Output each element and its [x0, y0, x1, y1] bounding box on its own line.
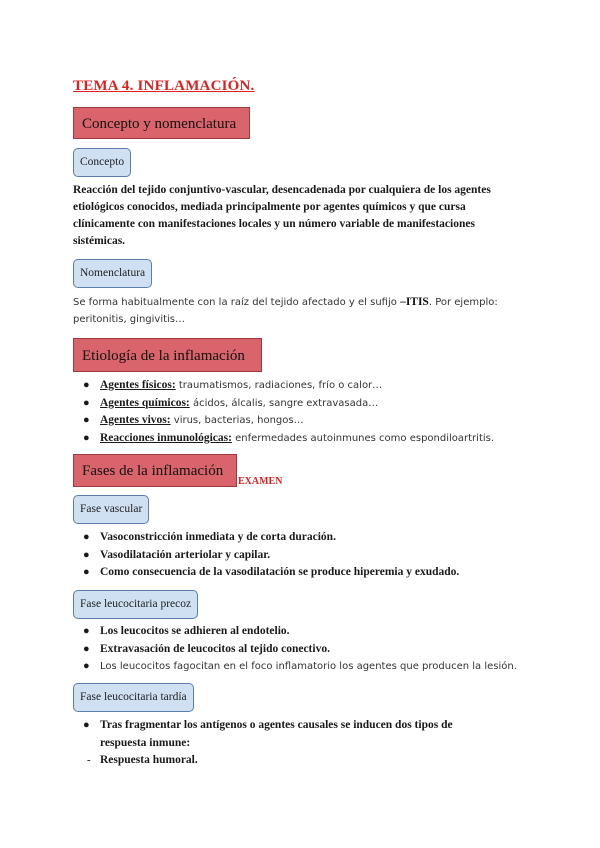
dash-icon: - [87, 754, 91, 766]
bullet-icon: ● [83, 414, 90, 426]
fase-vascular-list [73, 529, 553, 582]
list-item-text: Extravasación de leucocitos al tejido conectivo. [100, 642, 330, 655]
list-item [73, 529, 553, 547]
list-item-text-cont: respuesta inmune: [100, 736, 191, 749]
section-heading-concepto-nomenclatura: Concepto y nomenclatura [73, 107, 250, 139]
concepto-line: etiológicos conocidos, mediada principalmente por agentes químicos y que cursa [73, 201, 466, 213]
nomenclatura-text-pre: Se forma habitualmente con la raíz del tejido afectado y el sufijo [73, 297, 401, 308]
subheading-nomenclatura: Nomenclatura [73, 259, 152, 288]
list-item-term: Agentes químicos: [100, 396, 190, 409]
nomenclatura-examples: peritonitis, gingivitis… [73, 314, 186, 325]
list-item [73, 641, 553, 659]
list-item-text: Como consecuencia de la vasodilatación se produce hiperemia y exudado. [100, 566, 460, 578]
list-item-term: Reacciones inmunológicas: [100, 431, 232, 444]
bullet-icon: ● [83, 642, 90, 655]
bullet-icon: ● [83, 531, 90, 543]
list-item-text: Los leucocitos fagocitan en el foco inflamatorio los agentes que producen la lesión. [100, 661, 517, 672]
bullet-icon: ● [83, 719, 90, 731]
concepto-line: clínicamente con manifestaciones locales y un número variable de manifestaciones [73, 218, 475, 230]
concepto-line: Reacción del tejido conjuntivo-vascular, desencadenada por cualquiera de los agentes [73, 184, 491, 196]
list-item-text: Los leucocitos se adhieren al endotelio. [100, 625, 290, 637]
list-item [73, 752, 553, 770]
list-item-desc: ácidos, álcalis, sangre extravasada… [189, 397, 379, 409]
list-item [73, 412, 553, 430]
itis-suffix: –ITIS [400, 296, 429, 308]
bullet-icon: ● [83, 379, 90, 391]
list-item [73, 395, 553, 413]
list-item-term: Agentes vivos: [100, 414, 171, 426]
list-item [73, 377, 553, 395]
list-item [73, 717, 553, 752]
bullet-icon: ● [83, 660, 90, 672]
list-item [73, 658, 553, 676]
bullet-icon: ● [83, 396, 90, 409]
subheading-concepto: Concepto [73, 148, 131, 177]
list-item [73, 430, 553, 448]
fase-precoz-list [73, 623, 553, 676]
fase-tardia-list [73, 717, 553, 770]
list-item-text: Vasoconstricción inmediata y de corta duración. [100, 531, 336, 543]
list-item-term: Agentes físicos: [100, 379, 176, 391]
bullet-icon: ● [83, 548, 90, 561]
section-heading-fases: Fases de la inflamación [73, 454, 237, 487]
nomenclatura-text-post: . Por ejemplo: [428, 297, 498, 308]
subheading-fase-vascular: Fase vascular [73, 495, 149, 524]
list-item-text: Vasodilatación arteriolar y capilar. [100, 548, 271, 561]
subheading-fase-leucocitaria-precoz: Fase leucocitaria precoz [73, 590, 198, 619]
page-title: TEMA 4. INFLAMACIÓN. [73, 78, 255, 94]
concepto-line: sistémicas. [73, 235, 126, 247]
section-heading-etiologia: Etiología de la inflamación [73, 338, 262, 372]
list-item [73, 623, 553, 641]
bullet-icon: ● [83, 566, 90, 578]
examen-label: EXAMEN [238, 476, 283, 487]
etiologia-list [73, 377, 553, 447]
bullet-icon: ● [83, 431, 90, 444]
list-item-text: Tras fragmentar los antígenos o agentes causales se inducen dos tipos de [100, 719, 453, 731]
concepto-definition [73, 182, 543, 250]
list-item-desc: traumatismos, radiaciones, frío o calor… [175, 380, 383, 391]
list-item [73, 547, 553, 565]
bullet-icon: ● [83, 625, 90, 637]
subheading-fase-leucocitaria-tardia: Fase leucocitaria tardía [73, 683, 194, 712]
list-item-desc: enfermedades autoinmunes como espondiloartritis. [231, 432, 495, 444]
list-item [73, 564, 553, 582]
list-item-text: Respuesta humoral. [100, 754, 198, 766]
list-item-desc: virus, bacterias, hongos… [170, 415, 304, 426]
nomenclatura-text [73, 294, 543, 328]
